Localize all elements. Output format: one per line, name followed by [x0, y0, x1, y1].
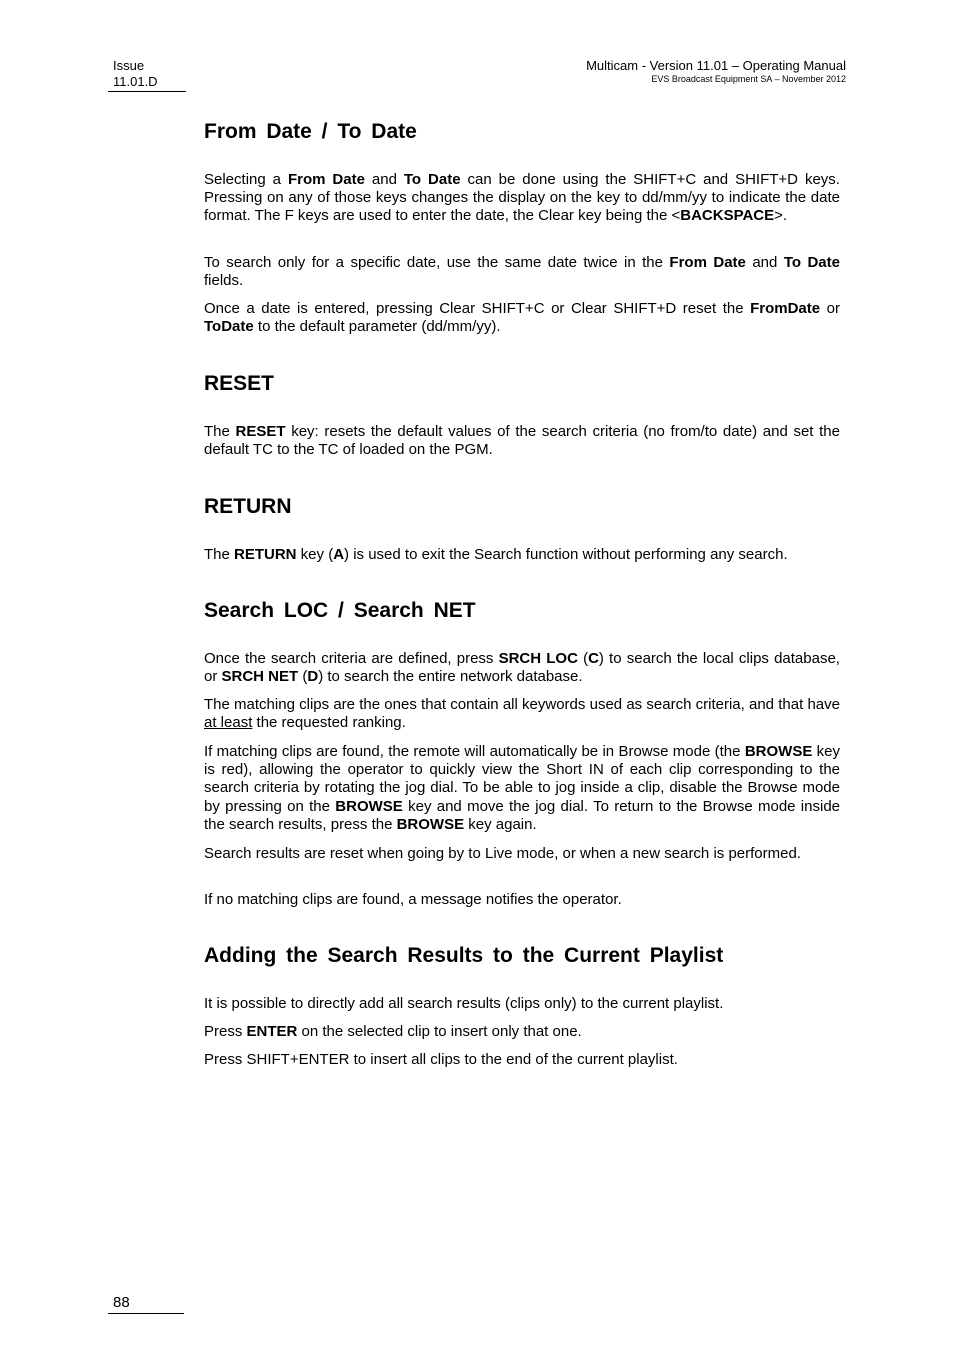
adding-paragraph-2: Press ENTER on the selected clip to insert only that one. [204, 1023, 582, 1040]
heading-adding-results: Adding the Search Results to the Current Playlist [204, 944, 724, 967]
issue-label: Issue [113, 58, 145, 73]
search-paragraph-2: The matching clips are the ones that contain all keywords used as search criteria, and that have at least the requested ranking. [204, 696, 840, 732]
adding-paragraph-3: Press SHIFT+ENTER to insert all clips to the end of the current playlist. [204, 1051, 678, 1068]
from-date-paragraph-2: To search only for a specific date, use the same date twice in the From Date and To Date fields. [204, 254, 840, 290]
adding-paragraph-1: It is possible to directly add all search results (clips only) to the current playlist. [204, 995, 724, 1012]
document-header [586, 58, 846, 85]
page-number: 88 [113, 1294, 130, 1311]
from-date-paragraph-3: Once a date is entered, pressing Clear SHIFT+C or Clear SHIFT+D reset the FromDate or ToDate to the default parameter (dd/mm/yy). [204, 300, 840, 336]
issue-number: 11.01.D [113, 74, 158, 89]
heading-search: Search LOC / Search NET [204, 599, 476, 622]
issue-block [108, 58, 186, 92]
company-line: EVS Broadcast Equipment SA – November 2012 [651, 74, 846, 84]
heading-return: RETURN [204, 495, 292, 518]
heading-reset: RESET [204, 372, 275, 395]
reset-paragraph: The RESET key: resets the default values of the search criteria (no from/to date) and set the default TC to the TC of loaded on the PGM. [204, 423, 840, 459]
search-paragraph-3: If matching clips are found, the remote will automatically be in Browse mode (the BROWSE key is red), allowing the operator to quickly view the Short IN of each clip corresponding to the search criteria by rotating the jog dial. To be able to jog inside a clip, disable the Browse mode by pressing on the BROWSE key and move the jog dial. To return to the Browse mode inside the search results, press the BROWSE key again. [204, 743, 841, 833]
search-paragraph-4: Search results are reset when going by to Live mode, or when a new search is performed. [204, 845, 801, 862]
heading-from-date: From Date / To Date [204, 120, 417, 143]
search-paragraph-5: If no matching clips are found, a message notifies the operator. [204, 891, 622, 908]
search-paragraph-1: Once the search criteria are defined, press SRCH LOC (C) to search the local clips database, or SRCH NET (D) to search the entire network database. [204, 650, 840, 686]
page-footer [108, 1294, 184, 1314]
from-date-paragraph-1: Selecting a From Date and To Date can be done using the SHIFT+C and SHIFT+D keys. Pressing on any of those keys changes the display on the key to dd/mm/yy to indicate the date format. The F keys are used to enter the date, the Clear key being the <BACKSPACE>. [204, 171, 840, 225]
return-paragraph: The RETURN key (A) is used to exit the Search function without performing any search. [204, 546, 788, 563]
manual-title: Multicam - Version 11.01 – Operating Manual [586, 58, 846, 73]
